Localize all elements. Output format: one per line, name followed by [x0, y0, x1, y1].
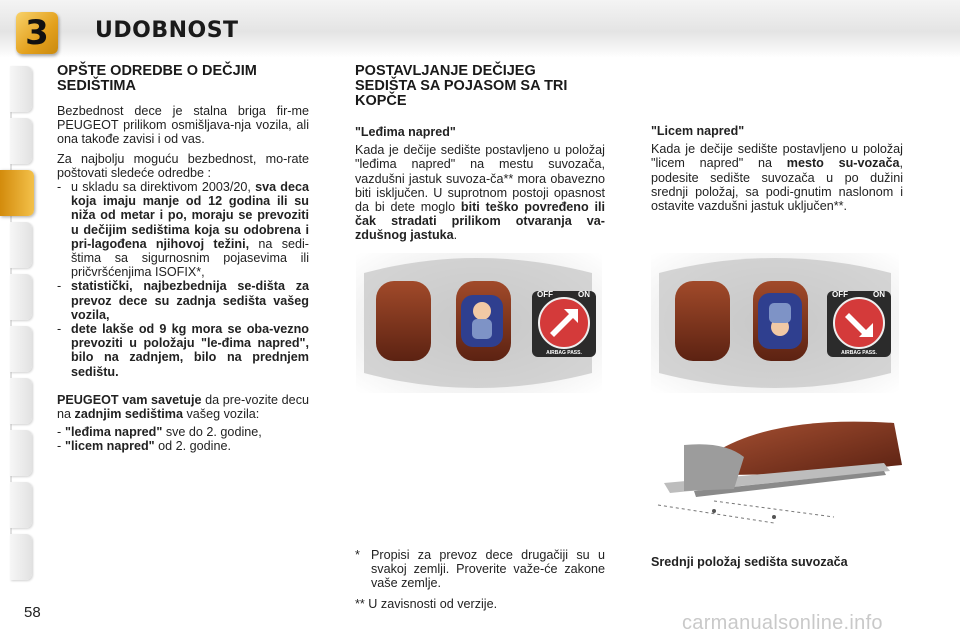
p3-tail: vašeg vozila: — [183, 407, 260, 422]
advice-item-1-tail: sve do 2. godine, — [162, 425, 262, 440]
footnote-1-mark: * — [355, 548, 360, 562]
advice-item-1-bold: "leđima napred" — [65, 425, 163, 440]
airbag-on-label: ON — [578, 290, 590, 299]
advice-item-2-tail: od 2. godine. — [154, 439, 231, 454]
left-paragraph-3 — [57, 393, 309, 421]
left-paragraph-1: Bezbednost dece je stalna briga fir-me PEUGEOT prilikom osmišljava-nja vozila, ali ona takođe zavisi i od vas. — [57, 104, 309, 147]
left-column — [57, 64, 309, 454]
side-tab-5[interactable] — [10, 274, 32, 320]
forward-facing-tail: , podesite sedište suvozača u po dužini srednji položaj, sa podi-gnutim naslonom i ostavite vazdušni jastuk uključen**. — [651, 156, 903, 214]
side-tab-10[interactable] — [10, 534, 32, 580]
list-dash: - — [57, 322, 62, 337]
list-dash: - — [57, 439, 62, 454]
left-heading: OPŠTE ODREDBE O DEČJIM SEDIŠTIMA — [57, 63, 257, 94]
forward-facing-paragraph — [651, 142, 903, 213]
figure-rear-facing — [356, 253, 602, 393]
rear-facing-warning: biti teško povređeno ili čak stradati prilikom otvaranja va-zdušnog jastuka — [355, 200, 605, 243]
p3-mid: da pre-vozite decu na — [57, 392, 309, 422]
footnote-2: ** U zavisnosti od verzije. — [355, 596, 498, 611]
advice-item-2-bold: "licem napred" — [65, 439, 155, 454]
chapter-badge — [16, 12, 58, 54]
side-tab-6[interactable] — [10, 326, 32, 372]
seat-position-caption: Srednji položaj sedišta suvozača — [651, 555, 848, 569]
rules-item-2 — [57, 279, 309, 322]
list-dash: - — [57, 180, 62, 195]
p3-bold-1: PEUGEOT vam savetuje — [57, 392, 202, 407]
figure-forward-facing — [651, 253, 899, 393]
left-paragraph-2: Za najbolju moguću bezbednost, mo-rate poštovati sledeće odredbe : — [57, 151, 309, 180]
p3-bold-2: zadnjim sedištima — [74, 407, 183, 422]
figure-seat-middle-position — [654, 405, 902, 525]
airbag-off-indicator — [532, 291, 596, 357]
rear-facing-subheading: "Leđima napred" — [355, 125, 456, 139]
forward-facing-bold: mesto su-vozača — [786, 156, 900, 171]
rear-facing-tail: . — [453, 228, 458, 243]
watermark: carmanualsonline.info — [682, 612, 883, 634]
rules-item-1 — [57, 180, 309, 279]
rules-item-1-bold: sva deca koja imaju manje od 12 godina ili su niža od metar i po, moraju se prevoziti u dečijim sedištima koja su odobrena i pri-lagođena njihovoj težini, — [71, 180, 309, 251]
footnote-1-text: Propisi za prevoz dece drugačiji su u svakoj zemlji. Proverite važe-će zakone vaše zemlje. — [371, 548, 605, 591]
side-tab-7[interactable] — [10, 378, 32, 424]
rear-facing-paragraph — [355, 143, 605, 242]
right-column — [651, 124, 903, 213]
airbag-off-label: OFF — [832, 290, 848, 299]
advice-item-1 — [57, 425, 309, 439]
list-dash: - — [57, 279, 62, 294]
footnote-1 — [355, 548, 605, 591]
middle-column — [355, 64, 605, 243]
side-tabs — [0, 66, 34, 576]
rules-item-3-bold: dete lakše od 9 kg mora se oba-vezno prevoziti u položaju "le-đima napred", bilo na zadnjem, bilo na prednjem sedištu. — [71, 322, 309, 379]
advice-item-2 — [57, 439, 309, 453]
airbag-switch-icon — [833, 297, 885, 349]
airbag-panel-label: AIRBAG PASS. — [841, 350, 877, 356]
side-tab-2[interactable] — [10, 118, 32, 164]
airbag-off-label: OFF — [537, 290, 553, 299]
airbag-on-label: ON — [873, 290, 885, 299]
passenger-seat-illustration — [654, 405, 902, 525]
rules-item-1-tail: na sedi-štima sa sigurnosnim pojasevima ili pričvršćenjima ISOFIX*, — [71, 236, 309, 280]
forward-facing-lead: Kada je dečije sedište postavljeno u položaj "licem napred" na — [651, 142, 903, 171]
side-tab-4[interactable] — [10, 222, 32, 268]
footnotes — [355, 548, 605, 611]
airbag-panel-label: AIRBAG PASS. — [546, 350, 582, 356]
rules-item-2-bold: statistički, najbezbednija se-dišta za prevoz dece su zadnja sedišta vašeg vozila, — [71, 279, 309, 322]
airbag-on-indicator — [827, 291, 891, 357]
page-number: 58 — [24, 604, 41, 621]
forward-facing-subheading: "Licem napred" — [651, 124, 745, 138]
airbag-switch-icon — [538, 297, 590, 349]
chapter-number: 3 — [25, 13, 49, 53]
rules-item-3 — [57, 322, 309, 379]
side-tab-3-active[interactable] — [0, 170, 34, 216]
side-tab-8[interactable] — [10, 430, 32, 476]
chapter-title: UDOBNOST — [95, 18, 239, 43]
side-tab-9[interactable] — [10, 482, 32, 528]
rear-facing-lead: Kada je dečije sedište postavljeno u položaj "leđima napred" na mestu suvozača, vazdušni jastuk suvoza-ča** mora obavezno biti isključen. U suprotnom postoji opasnost da bi dete moglo — [355, 143, 605, 215]
middle-heading: POSTAVLJANJE DEČIJEG SEDIŠTA SA POJASOM SA TRI KOPČE — [355, 63, 568, 109]
list-dash: - — [57, 425, 62, 440]
side-tab-1[interactable] — [10, 66, 32, 112]
rules-item-1-lead: u skladu sa direktivom 2003/20, — [71, 180, 256, 195]
